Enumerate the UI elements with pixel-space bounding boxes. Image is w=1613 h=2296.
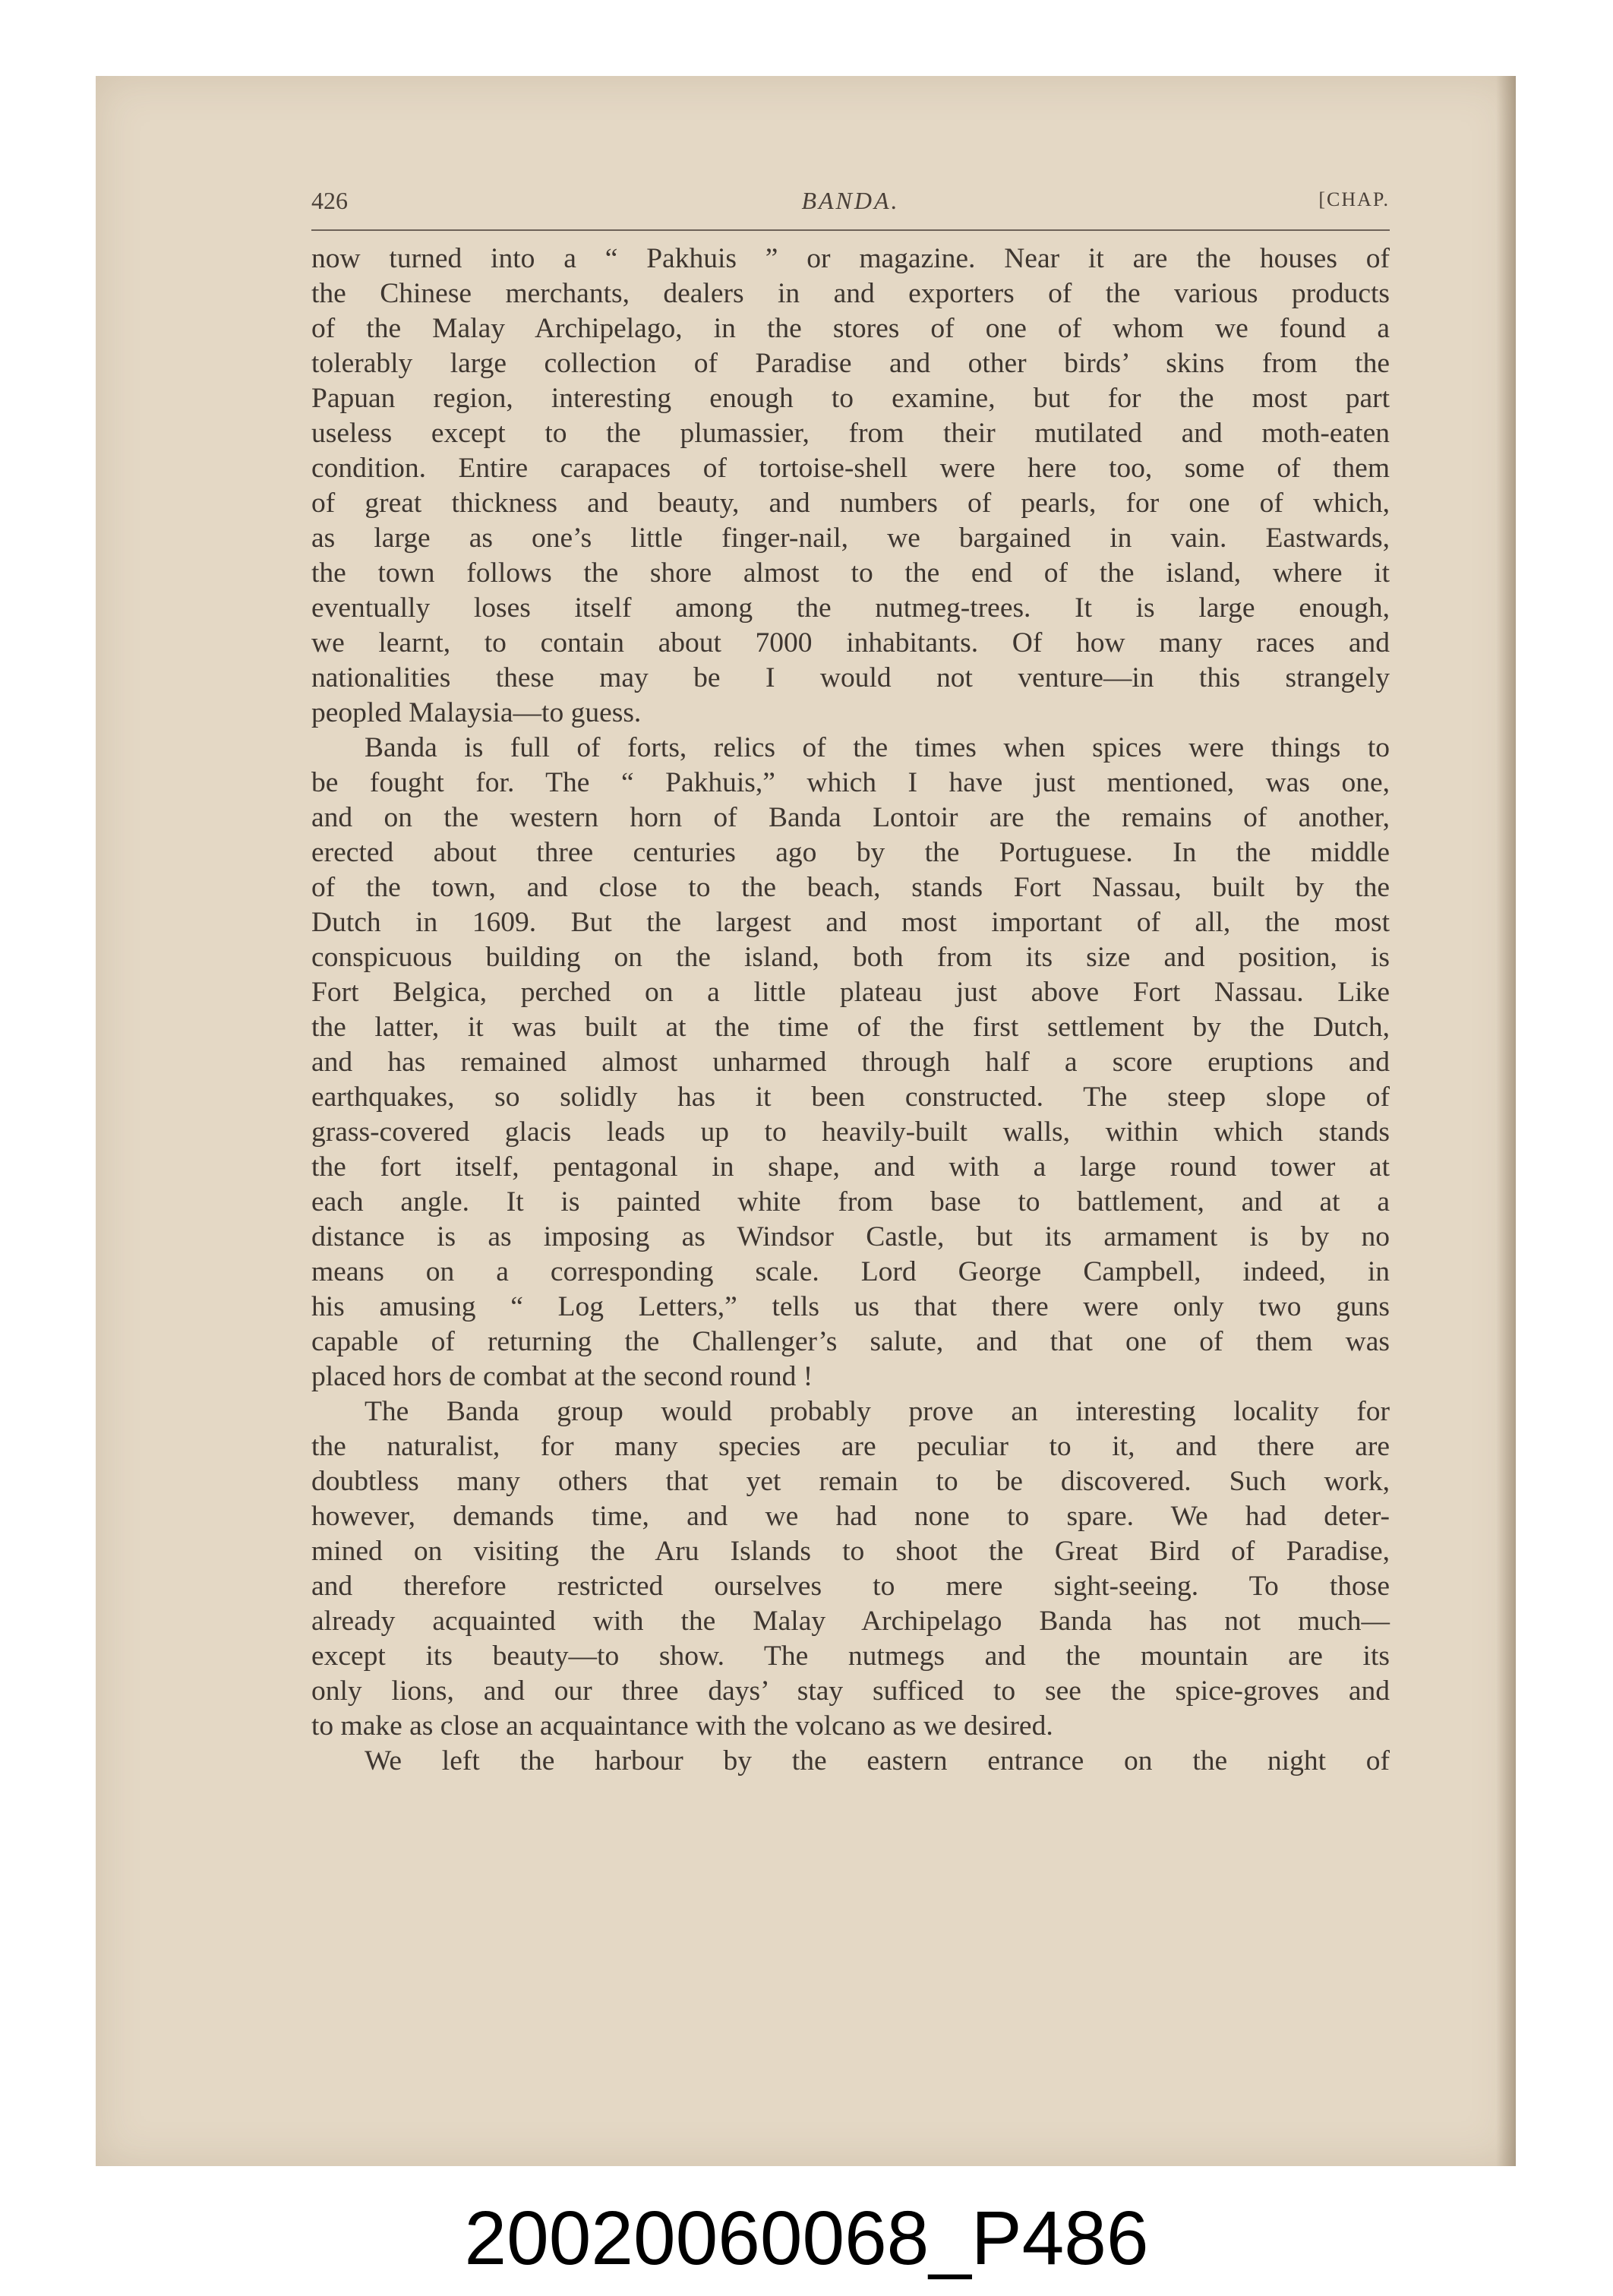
text-line: now turned into a “ Pakhuis ” or magazine. Near it are the houses of	[311, 243, 1390, 274]
text-line: eventually loses itself among the nutmeg-trees. It is large enough,	[311, 592, 1390, 624]
text-line: be fought for. The “ Pakhuis,” which I have just mentioned, was one,	[311, 767, 1390, 798]
text-line: doubtless many others that yet remain to be discovered. Such work,	[311, 1466, 1390, 1497]
text-line: we learnt, to contain about 7000 inhabitants. Of how many races and	[311, 627, 1390, 658]
running-head: BANDA.	[801, 187, 900, 214]
text-line: however, demands time, and we had none to spare. We had deter-	[311, 1501, 1390, 1532]
text-line: only lions, and our three days’ stay sufficed to see the spice-groves and	[311, 1675, 1390, 1707]
paragraph-start-line: Banda is full of forts, relics of the times when spices were things to	[365, 732, 1390, 763]
text-line: Fort Belgica, perched on a little plateau just above Fort Nassau. Like	[311, 977, 1390, 1008]
text-line: already acquainted with the Malay Archipelago Banda has not much—	[311, 1606, 1390, 1637]
page-number: 426	[311, 187, 348, 214]
text-line: earthquakes, so solidly has it been constructed. The steep slope of	[311, 1082, 1390, 1113]
text-line: tolerably large collection of Paradise and other birds’ skins from the	[311, 348, 1390, 379]
page-edge-shadow	[1496, 76, 1516, 2166]
image-id-caption: 20020060068_P486	[464, 2196, 1149, 2281]
text-line: Papuan region, interesting enough to examine, but for the most part	[311, 383, 1390, 414]
text-line: each angle. It is painted white from base to battlement, and at a	[311, 1186, 1390, 1217]
text-line: the fort itself, pentagonal in shape, and with a large round tower at	[311, 1151, 1390, 1183]
text-line: of the town, and close to the beach, stands Fort Nassau, built by the	[311, 872, 1390, 903]
text-line: and has remained almost unharmed through half a score eruptions and	[311, 1047, 1390, 1078]
text-line: the naturalist, for many species are peculiar to it, and there are	[311, 1431, 1390, 1462]
text-line: to make as close an acquaintance with the volcano as we desired.	[311, 1710, 1053, 1742]
chapter-mark: [CHAP.	[1318, 188, 1390, 210]
text-line: his amusing “ Log Letters,” tells us that there were only two guns	[311, 1291, 1390, 1322]
text-line: placed hors de combat at the second round !	[311, 1361, 813, 1392]
text-line: means on a corresponding scale. Lord George Campbell, indeed, in	[311, 1256, 1390, 1287]
header-rule	[311, 229, 1390, 231]
text-line: condition. Entire carapaces of tortoise-shell were here too, some of them	[311, 453, 1390, 484]
paragraph-start-line: The Banda group would probably prove an interesting locality for	[365, 1396, 1390, 1427]
body-text	[311, 242, 1390, 1779]
text-line: capable of returning the Challenger’s salute, and that one of them was	[311, 1326, 1390, 1357]
text-line: of great thickness and beauty, and numbers of pearls, for one of which,	[311, 488, 1390, 519]
text-line: conspicuous building on the island, both from its size and position, is	[311, 942, 1390, 973]
text-line: useless except to the plumassier, from their mutilated and moth-eaten	[311, 418, 1390, 449]
text-line: nationalities these may be I would not venture—in this strangely	[311, 662, 1390, 693]
page-header	[311, 182, 1390, 235]
text-line: Dutch in 1609. But the largest and most important of all, the most	[311, 907, 1390, 938]
text-line: peopled Malaysia—to guess.	[311, 697, 642, 728]
text-line: distance is as imposing as Windsor Castle, but its armament is by no	[311, 1221, 1390, 1252]
paragraph-start-line: We left the harbour by the eastern entrance on the night of	[365, 1745, 1390, 1776]
text-line: the town follows the shore almost to the end of the island, where it	[311, 557, 1390, 589]
text-line: as large as one’s little finger-nail, we bargained in vain. Eastwards,	[311, 523, 1390, 554]
text-line: mined on visiting the Aru Islands to shoot the Great Bird of Paradise,	[311, 1536, 1390, 1567]
text-line: except its beauty—to show. The nutmegs and the mountain are its	[311, 1641, 1390, 1672]
text-line: erected about three centuries ago by the Portuguese. In the middle	[311, 837, 1390, 868]
text-line: grass-covered glacis leads up to heavily-built walls, within which stands	[311, 1116, 1390, 1148]
text-line: and on the western horn of Banda Lontoir are the remains of another,	[311, 802, 1390, 833]
text-line: the Chinese merchants, dealers in and exporters of the various products	[311, 278, 1390, 309]
text-line: of the Malay Archipelago, in the stores of one of whom we found a	[311, 313, 1390, 344]
text-line: and therefore restricted ourselves to mere sight-seeing. To those	[311, 1571, 1390, 1602]
text-line: the latter, it was built at the time of the first settlement by the Dutch,	[311, 1012, 1390, 1043]
